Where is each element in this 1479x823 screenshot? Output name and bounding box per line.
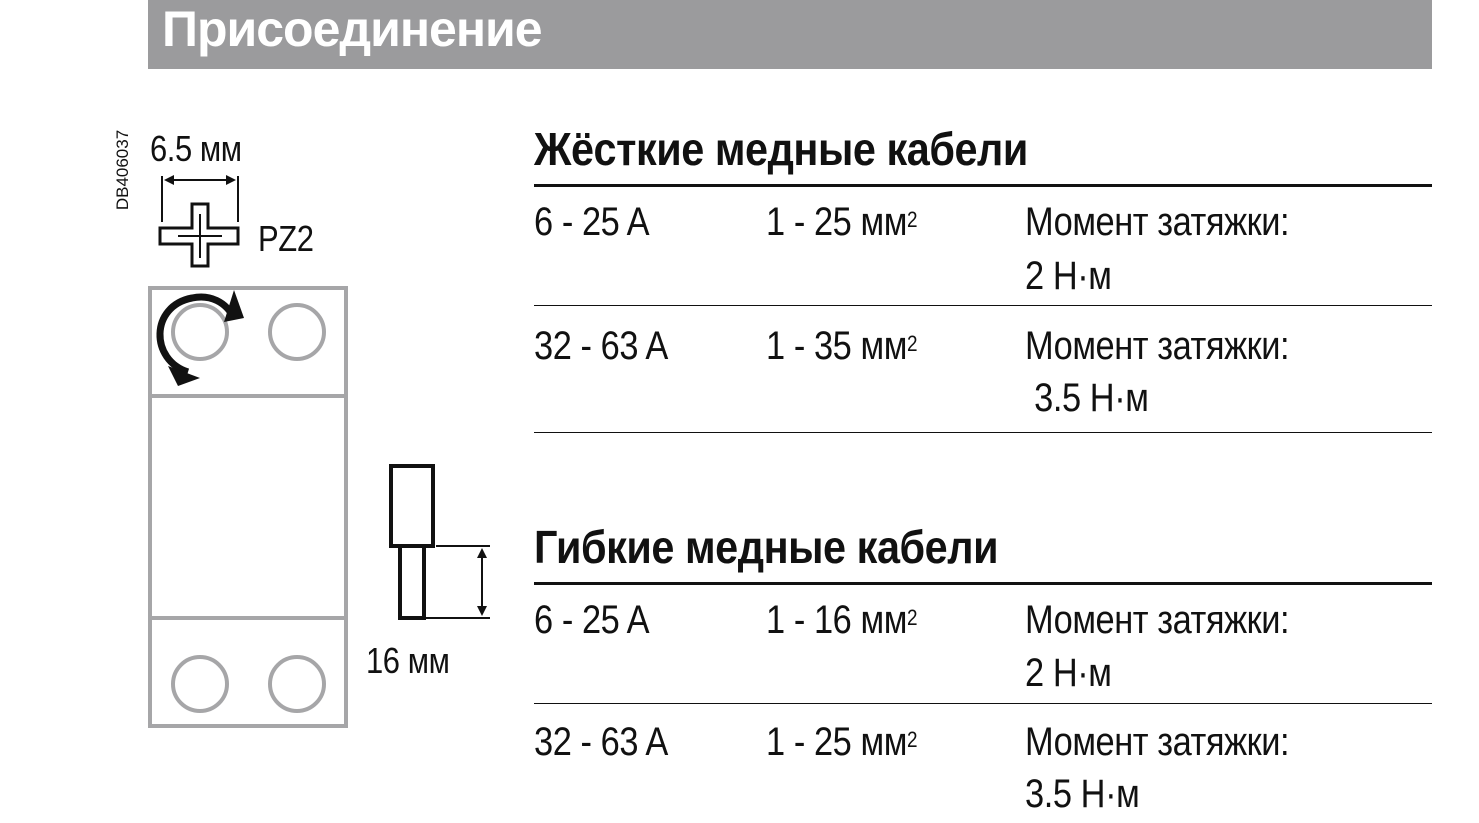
torque-value: 3.5 Н·м (1025, 772, 1140, 816)
flexible-top-rule (534, 582, 1432, 585)
flexible-cables-title: Гибкие медные кабели (534, 521, 999, 573)
row-divider (534, 432, 1432, 433)
cable-section: 1 - 25 $мм^2$ (766, 200, 918, 244)
current-range: 32 - 63 A (534, 324, 668, 368)
rigid-cables-title: Жёсткие медные кабели (534, 123, 1028, 175)
strip-length-arrow-icon (424, 546, 490, 618)
diagram-drawing (0, 0, 520, 823)
rigid-top-rule (534, 184, 1432, 187)
torque-value: 2 Н·м (1025, 254, 1112, 298)
stripped-cable-icon (391, 466, 433, 618)
cable-section: 1 - 16 $мм^2$ (766, 598, 918, 642)
row-divider (534, 703, 1432, 704)
cross-screw-icon (160, 204, 238, 266)
torque-label: Момент затяжки: (1025, 324, 1290, 368)
torque-value: 3.5 Н·м (1025, 376, 1149, 420)
cable-section: 1 - 25 $мм^2$ (766, 720, 918, 764)
screw-width-label: 6.5 мм (150, 128, 242, 169)
screwdriver-label: PZ2 (258, 218, 314, 259)
torque-label: Момент затяжки: (1025, 200, 1290, 244)
current-range: 32 - 63 A (534, 720, 668, 764)
cable-section: 1 - 35 $мм^2$ (766, 324, 918, 368)
breaker-body (150, 288, 346, 726)
current-range: 6 - 25 A (534, 200, 650, 244)
connection-diagram (0, 0, 520, 823)
strip-length-label: 16 мм (366, 640, 450, 681)
current-range: 6 - 25 A (534, 598, 650, 642)
torque-value: 2 Н·м (1025, 651, 1112, 695)
diagram-code: DB406037 (113, 129, 132, 211)
torque-label: Момент затяжки: (1025, 720, 1290, 764)
row-divider (534, 305, 1432, 306)
page-title: Присоединение (162, 1, 542, 57)
torque-label: Момент затяжки: (1025, 598, 1290, 642)
